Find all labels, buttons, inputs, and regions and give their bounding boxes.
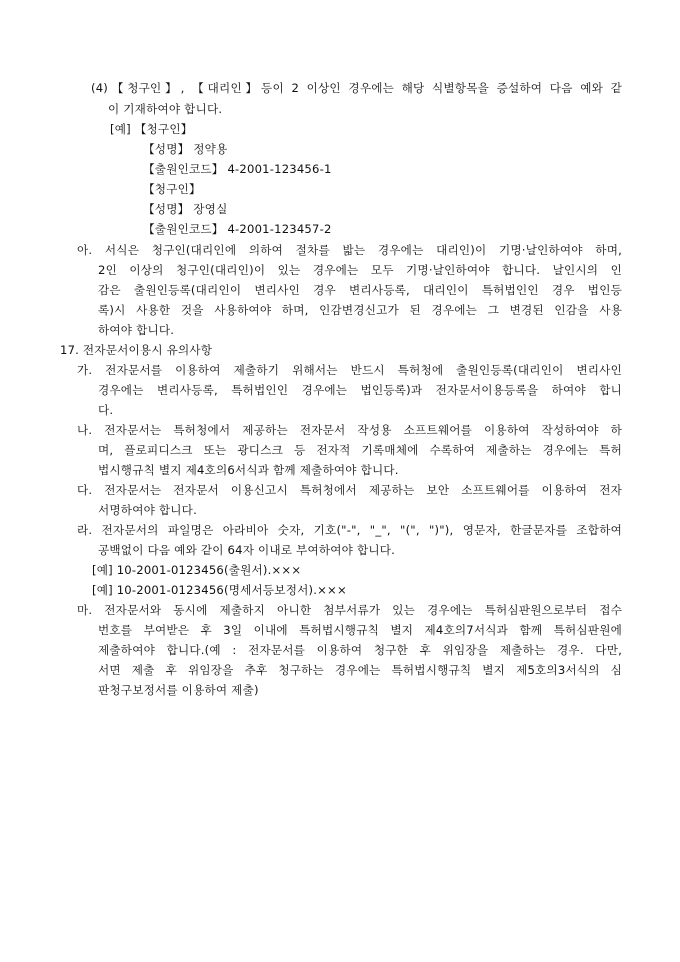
ra-line2: 공백없이 다음 예와 같이 64자 이내로 부여하여야 합니다. (98, 543, 396, 557)
item-a-line1: 아. 서식은 청구인(대리인에 의하여 절차를 밟는 경우에는 대리인)이 기명·날인하여야 하며, (77, 243, 622, 257)
item-a-line2: 2인 이상의 청구인(대리인)이 있는 경우에는 모두 기명·날인하여야 합니다. 날인시의 인 (98, 263, 622, 277)
ra-example2: [예] 10-2001-0123456(명세서등보정서).××× (92, 583, 347, 597)
ra-line1: 라. 전자문서의 파일명은 아라비아 숫자, 기호("-", "_", "(", ")"), 영문자, 한글문자를 조합하여 (77, 523, 622, 537)
example2-code: 【출원인코드】 4-2001-123457-2 (143, 222, 332, 236)
ga-line2: 경우에는 변리사등록, 특허법인인 경우에는 법인등록)과 전자문서이용등록을 하여야 합니 (98, 383, 622, 397)
ma-line1: 마. 전자문서와 동시에 제출하지 아니한 첨부서류가 있는 경우에는 특허심판원으로부터 접수 (77, 603, 622, 617)
item-a-line4: 록)시 사용한 것을 사용하여야 하며, 인감변경신고가 된 경우에는 그 변경된 인감을 사용 (98, 303, 622, 317)
note4-example-tag: [예] 【청구인】 (110, 122, 193, 136)
ma-line5: 판청구보정서를 이용하여 제출) (98, 683, 259, 697)
na-line2: 며, 플로피디스크 또는 광디스크 등 전자적 기록매체에 수록하여 제출하는 경우에는 특허 (98, 443, 622, 457)
ma-line4: 서면 제출 후 위임장을 추후 청구하는 경우에는 특허법시행규칙 별지 제5호의3서식의 심 (98, 663, 622, 677)
note4-line2: 이 기재하여야 합니다. (108, 102, 223, 116)
da-line1: 다. 전자문서는 전자문서 이용신고시 특허청에서 제공하는 보안 소프트웨어를 이용하여 전자 (77, 483, 622, 497)
item-a-line3: 감은 출원인등록(대리인이 변리사인 경우 변리사등록, 대리인이 특허법인인 경우 법인등 (98, 283, 622, 297)
ga-line1: 가. 전자문서를 이용하여 제출하기 위해서는 반드시 특허청에 출원인등록(대리인이 변리사인 (77, 363, 622, 377)
ga-line3: 다. (98, 403, 114, 417)
section17-heading: 17. 전자문서이용시 유의사항 (60, 343, 213, 357)
example1-name: 【성명】 정약용 (143, 142, 228, 156)
ma-line2: 번호를 부여받은 후 3일 이내에 특허법시행규칙 별지 제4호의7서식과 함께 특허심판원에 (98, 623, 622, 637)
example2-name: 【성명】 장영실 (143, 202, 228, 216)
example2-head: 【청구인】 (143, 182, 201, 196)
ma-line3: 제출하여야 합니다.(예 : 전자문서를 이용하여 청구한 후 위임장을 제출하는 경우. 다만, (98, 643, 622, 657)
na-line3: 법시행규칙 별지 제4호의6서식과 함께 제출하여야 합니다. (98, 463, 399, 477)
item-a-line5: 하여야 합니다. (98, 323, 175, 337)
note4-line1: (4)【청구인】, 【대리인】등이 2 이상인 경우에는 해당 식별항목을 증설하여 다음 예와 같 (91, 81, 622, 95)
ra-example1: [예] 10-2001-0123456(출원서).××× (92, 563, 302, 577)
da-line2: 서명하여야 합니다. (98, 503, 197, 517)
na-line1: 나. 전자문서는 특허청에서 제공하는 전자문서 작성용 소프트웨어를 이용하여 작성하여야 하 (77, 423, 622, 437)
example1-code: 【출원인코드】 4-2001-123456-1 (143, 162, 332, 176)
